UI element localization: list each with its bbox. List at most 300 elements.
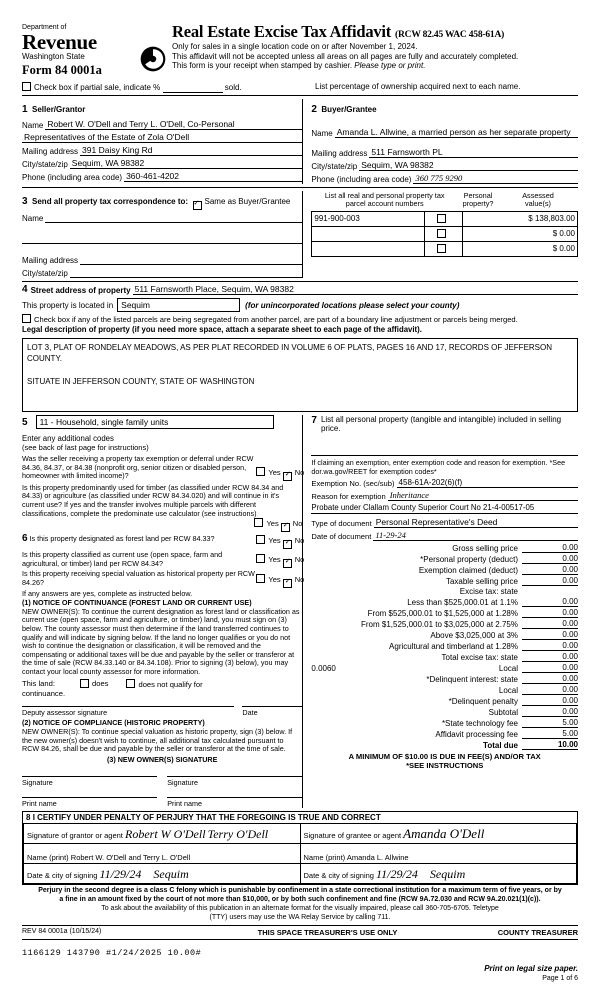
parcel-number-cell[interactable]: 991-900-003 xyxy=(312,211,424,226)
deputy-date-label[interactable]: Date xyxy=(242,706,302,717)
table-row xyxy=(312,241,578,256)
seller-block xyxy=(22,99,302,184)
grantor-date-value: 11/29/24 xyxy=(99,867,142,882)
grantor-sig-label: Signature of grantor or agent xyxy=(27,831,123,841)
assessed-col-header-2: value(s) xyxy=(525,199,551,209)
sec6-ifany-note: If any answers are yes, complete as instructed below. xyxy=(22,588,193,598)
affidavit-form xyxy=(22,22,578,982)
partial-sale-checkbox[interactable] xyxy=(22,82,31,91)
land-use-code-input[interactable]: 11 - Household, single family units xyxy=(36,415,274,429)
sec8-heading xyxy=(23,812,577,823)
sec5-q1-no-label: No xyxy=(294,467,305,477)
seller-city-value[interactable]: Sequim, WA 98382 xyxy=(70,158,303,169)
same-as-buyer-label: Same as Buyer/Grantee xyxy=(204,197,291,206)
parcel-number-cell[interactable] xyxy=(312,241,424,256)
tax-line-label: Excise tax: state xyxy=(459,587,518,597)
form-number: Form 84 0001a xyxy=(22,63,102,77)
table-row xyxy=(312,226,578,241)
title-block xyxy=(162,22,578,71)
grantor-date-cell[interactable] xyxy=(24,864,301,884)
tax-line-label: Total due xyxy=(483,741,518,751)
sec5-q1-row xyxy=(22,454,305,481)
tax-line-value[interactable]: 0.00 xyxy=(522,696,578,706)
tax-line-label: Taxable selling price xyxy=(445,577,518,587)
tax-line-value[interactable]: 0.00 xyxy=(522,608,578,618)
local-rate-value: 0.0060 xyxy=(311,664,336,674)
parcel-header-table xyxy=(311,191,578,210)
tax-line-value[interactable]: 0.00 xyxy=(522,597,578,607)
tax-line xyxy=(311,685,578,695)
compliance-heading: (2) NOTICE OF COMPLIANCE (HISTORIC PROPERTY) xyxy=(22,718,205,728)
seller-name-label: Name xyxy=(22,121,44,130)
tax-line xyxy=(311,674,578,684)
sec5-q2-row xyxy=(22,484,302,518)
partial-sale-left xyxy=(22,82,307,93)
grantee-date-cell[interactable] xyxy=(300,864,577,884)
grantee-print-value: Amanda L. Allwine xyxy=(346,853,409,863)
sec6-q3-answers xyxy=(256,574,305,588)
tax-line-label: *State technology fee xyxy=(441,719,518,729)
sec6-q1-text: Is this property designated as forest land per RCW 84.33? xyxy=(29,534,215,544)
minimum-note-1: A MINIMUM OF $10.00 IS DUE IN FEE(S) AND/OR TAX xyxy=(348,752,541,762)
tax-line-label: Local xyxy=(498,686,518,696)
newowner-print-label-1[interactable]: Print name xyxy=(22,797,157,808)
sec6-q1-no-checkbox[interactable] xyxy=(283,540,292,549)
rev-number: REV 84 0001a (10/15/24) xyxy=(22,928,102,936)
segregation-row xyxy=(22,314,578,324)
grantor-print-label: Name (print) xyxy=(27,853,69,863)
tax-line-value[interactable]: 0.00 xyxy=(522,663,578,673)
header-sub3a: This form is your receipt when stamped by cashier. xyxy=(172,61,355,71)
tax-line-label: Subtotal xyxy=(488,708,518,718)
buyer-phone-value[interactable]: 360 775 9290 xyxy=(413,173,578,184)
corr-blank-value[interactable] xyxy=(22,233,302,244)
compliance-text: NEW OWNER(S): To continue special valuation as historic property, sign (3) below. If the new owner(s) doesn't wish to continue, all additional tax calculated pursuant to RCW 84.26, shall be due and payable by the seller or transferor at the time of sale. xyxy=(22,727,293,754)
sec3-heading xyxy=(22,191,302,210)
does-qualify-checkbox[interactable] xyxy=(80,679,89,688)
seller-heading xyxy=(22,99,302,117)
corr-city-row xyxy=(22,267,302,278)
form-title xyxy=(172,22,578,42)
tax-line xyxy=(311,554,578,564)
segregation-checkbox[interactable] xyxy=(22,314,31,323)
personal-property-cell[interactable] xyxy=(424,211,462,226)
county-row xyxy=(22,298,578,312)
grantor-sig-value2: Terry O'Dell xyxy=(207,827,269,842)
assessed-value-cell[interactable]: $ 138,803.00 xyxy=(462,211,577,226)
county-select[interactable]: Sequim xyxy=(117,298,240,312)
sec5-number: 5 xyxy=(22,416,28,428)
grantor-print-value: Robert W. O'Dell and Terry L. O'Dell xyxy=(70,853,191,863)
tax-line xyxy=(311,707,578,717)
form-title-text: Real Estate Excise Tax Affidavit xyxy=(172,22,392,41)
tax-line xyxy=(311,565,578,575)
buyer-phone-row xyxy=(311,173,578,184)
doc-date-value[interactable]: 11-29-24 xyxy=(373,530,578,541)
table-row xyxy=(24,824,577,844)
buyer-title: Buyer/Grantee xyxy=(321,105,377,114)
sec5-q1-yes-label: Yes xyxy=(268,467,281,477)
reason-row xyxy=(311,490,578,501)
tax-line-value[interactable]: 0.00 xyxy=(522,576,578,586)
personal-col-header xyxy=(458,191,498,210)
tax-line-value[interactable]: 5.00 xyxy=(522,718,578,728)
tax-line-value[interactable]: 0.00 xyxy=(522,674,578,684)
section-7 xyxy=(302,415,578,808)
grantor-city-value: Sequim xyxy=(153,867,189,882)
sec3-number: 3 xyxy=(22,196,28,207)
tax-line-value[interactable]: 0.00 xyxy=(522,630,578,640)
sec8-number: 8 xyxy=(26,813,31,823)
tax-line-value[interactable]: 0.00 xyxy=(522,685,578,695)
treasurer-bar xyxy=(22,925,578,940)
seller-name-value2[interactable]: Representatives of the Estate of Zola O'Dell xyxy=(22,132,302,143)
sec6-q1-yes-label: Yes xyxy=(268,536,281,546)
seller-number: 1 xyxy=(22,104,28,115)
section-5-7 xyxy=(22,415,578,808)
parcel-col-header xyxy=(311,191,458,210)
section-6 xyxy=(22,533,305,587)
dept-line3: Washington State xyxy=(22,52,85,61)
personal-col-header-2: property? xyxy=(462,199,494,209)
buyer-heading xyxy=(311,99,578,117)
sec6-q3-no-label: No xyxy=(294,574,305,584)
corr-blank-row xyxy=(22,233,302,244)
parties-section xyxy=(22,99,578,184)
seller-title: Seller/Grantor xyxy=(32,105,86,114)
sec5-q2-answers xyxy=(22,518,302,532)
tax-line xyxy=(311,619,578,629)
seller-mailing-value[interactable]: 391 Daisy King Rd xyxy=(80,145,302,156)
doc-date-row xyxy=(311,530,578,541)
legal-text-2: SITUATE IN JEFFERSON COUNTY, STATE OF WASHINGTON xyxy=(27,377,255,386)
corr-city-value[interactable] xyxy=(70,267,303,278)
tax-line-label: *Delinquent penalty xyxy=(448,697,518,707)
header-sub3b: Please type or print. xyxy=(354,61,426,71)
newowner-print-row xyxy=(22,797,302,808)
corr-mailing-row xyxy=(22,254,302,265)
tax-line-value[interactable]: 0.00 xyxy=(522,543,578,553)
legal-text-1: LOT 3, PLAT OF RONDELAY MEADOWS, AS PER PLAT RECORDED IN VOLUME 6 OF PLATS, PAGES 16 AND 17, RECORDS OF JEFFERSON COUNTY. xyxy=(27,343,553,363)
dept-line1: Department of xyxy=(22,24,67,31)
street-address-row xyxy=(22,284,578,295)
footer-notes xyxy=(22,887,578,922)
newowner-sig-label-1[interactable]: Signature xyxy=(22,776,157,787)
tax-line-label: From $525,000.01 to $1,525,000 at 1.28% xyxy=(367,609,518,619)
ada-note-2: (TTY) users may use the WA Relay Service by calling 711. xyxy=(209,913,391,921)
thisland-row xyxy=(22,679,302,689)
sec8-heading-text: I CERTIFY UNDER PENALTY OF PERJURY THAT THE FOREGOING IS TRUE AND CORRECT xyxy=(32,813,381,823)
exemption-value[interactable]: 458-61A-202(6)(f) xyxy=(397,478,578,488)
partial-sale-label: Check box if partial sale, indicate % xyxy=(34,83,161,92)
minimum-note-2: *SEE INSTRUCTIONS xyxy=(406,761,484,771)
reason-label: Reason for exemption xyxy=(311,492,386,502)
corr-mailing-value[interactable] xyxy=(80,254,302,265)
segregation-label: Check box if any of the listed parcels are being segregated from another parcel, are part of a boundary line adjustment or parcels being merged. xyxy=(34,315,518,324)
sec6-q2-no-checkbox[interactable] xyxy=(283,559,292,568)
seller-name-value[interactable]: Robert W. O'Dell and Terry L. O'Dell, Co-Personal xyxy=(45,119,302,130)
dept-line2: Revenue xyxy=(22,30,97,54)
sec6-q3-yes-checkbox[interactable] xyxy=(256,574,265,583)
print-note: Print on legal size paper. xyxy=(484,964,578,974)
corr-city-label: City/state/zip xyxy=(22,269,68,278)
sec7-number: 7 xyxy=(311,415,317,426)
tax-line xyxy=(311,641,578,651)
buyer-mailing-value[interactable]: 511 Farnsworth PL xyxy=(369,147,578,158)
grantor-sig-value: Robert W O'Dell xyxy=(125,827,206,842)
table-row xyxy=(312,211,578,226)
personal-col-header-1: Personal xyxy=(463,191,493,200)
barcode-stamp: 1166129 143790 #1/24/2025 10.00# xyxy=(22,948,202,959)
buyer-block xyxy=(302,99,578,184)
continuance-text: NEW OWNER(S): To continue the current designation as forest land or classification as current use (open space, farm and agriculture, or timber) land, you must sign on (3) below. The county assessor must then determine if the land transferred continues to qualify and will indicate by signing below. If the land no longer qualifies or you do not wish to continue the designation or classification, it will be removed and the compensating or additional taxes will be due and payable by the seller or transferor at the time of sale (RCW 84.33.140 or 84.34.108). Prior to signing (3) below), you may contact your local county assessor for more information. xyxy=(22,606,300,676)
corr-name-row xyxy=(22,212,302,223)
section-5 xyxy=(22,415,305,809)
does-not-qualify-label: does not qualify for xyxy=(138,680,203,690)
sec6-q2-text: Is this property classified as current use (open space, farm and agricultural, or timber) land per RCW 84.34? xyxy=(22,550,223,568)
seller-mailing-label: Mailing address xyxy=(22,147,79,156)
dept-block xyxy=(22,22,162,78)
personal-property-cell[interactable] xyxy=(424,226,462,241)
seller-city-row xyxy=(22,158,302,169)
section-4 xyxy=(22,284,578,412)
grantor-date-label: Date & city of signing xyxy=(27,871,98,881)
corr-mailing-label: Mailing address xyxy=(22,256,79,265)
section-3 xyxy=(22,191,578,278)
sec5-q1-no-checkbox[interactable] xyxy=(283,472,292,481)
sec6-number: 6 xyxy=(22,533,28,545)
personal-property-checkbox[interactable] xyxy=(437,229,446,238)
sec5-q2-yes-label: Yes xyxy=(266,519,279,529)
header-sub1: Only for sales in a single location code on or after November 1, 2024. xyxy=(172,42,418,51)
additional-codes-label: Enter any additional codes xyxy=(22,434,114,443)
sec5-q2-no-checkbox[interactable] xyxy=(281,523,290,532)
does-qualify-label: does xyxy=(92,679,109,689)
grantee-signature-cell[interactable] xyxy=(300,824,577,844)
assessed-col-header-1: Assessed xyxy=(522,191,554,200)
county-label: This property is located in xyxy=(22,300,114,310)
newowner-sig-row xyxy=(22,776,302,787)
reason-value[interactable]: Inheritance xyxy=(388,490,578,501)
tax-line-label: Local xyxy=(498,664,518,674)
sec6-q1-answers xyxy=(256,535,305,549)
assessed-value-cell[interactable]: $ 0.00 xyxy=(462,241,577,256)
personal-property-checkbox[interactable] xyxy=(437,214,446,223)
tax-line-value[interactable]: 10.00 xyxy=(522,740,578,750)
tax-line-label: Affidavit processing fee xyxy=(435,730,518,740)
county-note: (for unincorporated locations please select your county) xyxy=(245,300,460,310)
parcel-table xyxy=(311,211,578,257)
seller-mailing-row xyxy=(22,145,302,156)
sec5-q1-answers xyxy=(256,467,305,481)
page-number: Page 1 of 6 xyxy=(542,975,578,983)
tax-line xyxy=(311,543,578,553)
sec6-q2-yes-checkbox[interactable] xyxy=(256,554,265,563)
new-owner-sig-heading: (3) NEW OWNER(S) SIGNATURE xyxy=(106,754,218,764)
tax-line-value[interactable]: 5.00 xyxy=(522,729,578,739)
legal-description-box[interactable] xyxy=(22,338,578,412)
parcel-number-cell[interactable] xyxy=(312,226,424,241)
grantee-date-label: Date & city of signing xyxy=(303,871,374,881)
grantee-print-cell[interactable] xyxy=(300,844,577,864)
tax-line-label: Gross selling price xyxy=(452,544,518,554)
same-as-buyer-checkbox[interactable] xyxy=(193,201,202,210)
tax-line xyxy=(311,630,578,640)
buyer-city-row xyxy=(311,160,578,171)
tax-line-value[interactable]: 0.00 xyxy=(522,641,578,651)
sec6-q3-yes-label: Yes xyxy=(268,574,281,584)
personal-property-checkbox[interactable] xyxy=(437,244,446,253)
tax-line xyxy=(311,729,578,739)
does-not-qualify-checkbox[interactable] xyxy=(126,679,135,688)
doc-type-row xyxy=(311,517,578,528)
tax-calculation-table xyxy=(311,543,578,750)
sec7-title: List all personal property (tangible and intangible) included in selling price. xyxy=(320,415,562,433)
tax-line-label: Agricultural and timberland at 1.28% xyxy=(389,642,518,652)
thisland-label: This land: xyxy=(22,679,55,689)
tax-line xyxy=(311,608,578,618)
tax-line xyxy=(311,652,578,662)
sec5-q2-text: Is this property predominantly used for timber (as classified under RCW 84.34 and 84.33) or agriculture (as classified under RCW 84.34.020) and will continue in it's current use? If yes and the transfer involves multiple parcels with different classifications, complete the predominate use calculator (see instructions) xyxy=(22,482,284,518)
ada-note-1: To ask about the availability of this publication in an alternate format for the visually impaired, please call 360-705-6705. Teletype xyxy=(101,905,499,913)
personal-property-cell[interactable] xyxy=(424,241,462,256)
seller-name-row2 xyxy=(22,132,302,143)
tax-line-value[interactable]: 0.00 xyxy=(522,652,578,662)
corr-name-label: Name xyxy=(22,214,44,223)
table-row xyxy=(24,864,577,884)
grantee-city-value: Sequim xyxy=(429,867,466,882)
doc-type-label: Type of document xyxy=(311,519,372,529)
tax-line xyxy=(311,587,578,596)
tax-line xyxy=(311,576,578,586)
newowner-print-label-2[interactable]: Print name xyxy=(167,797,302,808)
sec6-q2-answers xyxy=(256,554,305,568)
tax-line-value[interactable]: 0.00 xyxy=(522,565,578,575)
sec6-q3-no-checkbox[interactable] xyxy=(283,579,292,588)
corr-name-value[interactable] xyxy=(45,212,302,223)
seller-name-row xyxy=(22,119,302,130)
partial-sale-row xyxy=(22,82,578,93)
sec6-q1-yes-checkbox[interactable] xyxy=(256,535,265,544)
legal-desc-label: Legal description of property (if you need more space, attach a separate sheet to each page of the affidavit). xyxy=(22,325,422,334)
sec6-q2-yes-label: Yes xyxy=(268,555,281,565)
seller-phone-row xyxy=(22,171,302,182)
partial-sale-suffix: sold. xyxy=(224,83,242,92)
tax-line-label: *Delinquent interest: state xyxy=(426,675,518,685)
form-title-rcw: (RCW 82.45 WAC 458-61A) xyxy=(395,30,505,40)
treasurer-use-label: THIS SPACE TREASURER'S USE ONLY xyxy=(257,928,398,938)
newowner-sig-label-2[interactable]: Signature xyxy=(167,776,302,787)
form-header xyxy=(22,22,578,78)
street-address-value[interactable]: 511 Farnsworth Place, Sequim, WA 98382 xyxy=(133,284,578,295)
tax-line xyxy=(311,718,578,728)
grantee-date-value: 11/29/24 xyxy=(376,867,418,882)
tax-line-label: From $1,525,000.01 to $3,025,000 at 2.75% xyxy=(360,620,518,630)
partial-sale-percent-input[interactable] xyxy=(163,83,223,93)
tax-line-local xyxy=(311,663,578,673)
continuance-word: continuance. xyxy=(22,689,66,699)
correspondence-block xyxy=(22,191,302,278)
buyer-name-row xyxy=(311,127,578,138)
assessed-value-cell[interactable]: $ 0.00 xyxy=(462,226,577,241)
deputy-sig-label[interactable]: Deputy assessor signature xyxy=(22,706,234,717)
tax-line xyxy=(311,696,578,706)
tax-line-label: Above $3,025,000 at 3% xyxy=(430,631,518,641)
county-treasurer-label: COUNTY TREASURER xyxy=(497,928,578,938)
tax-line-value[interactable]: 0.00 xyxy=(522,554,578,564)
sec5-q1-yes-checkbox[interactable] xyxy=(256,467,265,476)
parcel-col-header-2: parcel account numbers xyxy=(345,199,424,209)
tax-line-label: Less than $525,000.01 at 1.1% xyxy=(407,598,518,608)
exemption-row xyxy=(311,478,578,488)
perjury-note-1: Perjury in the second degree is a class C felony which is punishable by confinement in a state correctional institution for a maximum term of five years, or by xyxy=(38,887,562,895)
see-back-note: (see back of last page for instructions) xyxy=(22,443,149,452)
header-sub2: This affidavit will not be accepted unless all areas on all pages are fully and accurately completed. xyxy=(172,51,519,61)
buyer-mailing-row xyxy=(311,147,578,158)
tax-line-label: Total excise tax: state xyxy=(441,653,518,663)
tax-line-total xyxy=(311,740,578,750)
grantee-sig-label: Signature of grantee or agent xyxy=(303,831,402,841)
personal-property-input[interactable] xyxy=(311,433,578,456)
seller-phone-value[interactable]: 360-461-4202 xyxy=(124,171,302,182)
buyer-name-label: Name xyxy=(311,129,333,138)
buyer-number: 2 xyxy=(311,104,317,115)
parcel-col-header-1: List all real and personal property tax xyxy=(324,191,445,200)
tax-line-value[interactable]: 0.00 xyxy=(522,619,578,629)
tax-line-value[interactable]: 0.00 xyxy=(522,707,578,717)
sec3-title: Send all property tax correspondence to: xyxy=(32,197,189,206)
deputy-row xyxy=(22,706,302,717)
buyer-city-label: City/state/zip xyxy=(311,162,358,171)
grantee-print-label: Name (print) xyxy=(303,853,346,863)
table-row xyxy=(24,844,577,864)
buyer-phone-label: Phone (including area code) xyxy=(311,175,412,184)
grantor-signature-cell[interactable] xyxy=(24,824,301,844)
use-code-row xyxy=(22,415,302,429)
sec5-q2-no-label: No xyxy=(292,519,303,529)
probate-note[interactable]: Probate under Clallam County Superior Court No 21-4-00517-05 xyxy=(311,503,578,514)
sec6-q3-text: Is this property receiving special valuation as historical property per RCW 84.26? xyxy=(22,569,255,587)
header-sub3 xyxy=(172,61,578,71)
sec7-heading-row xyxy=(311,415,578,433)
grantee-sig-value: Amanda O'Dell xyxy=(403,826,485,842)
buyer-mailing-label: Mailing address xyxy=(311,149,368,158)
doc-date-label: Date of document xyxy=(311,532,372,542)
doc-type-value[interactable]: Personal Representative's Deed xyxy=(374,517,578,528)
exemption-note: If claiming an exemption, enter exemption code and reason for exemption. *See dor.wa.gov/REET for exemption codes* xyxy=(311,458,566,476)
sec5-q2-yes-checkbox[interactable] xyxy=(254,518,263,527)
sec6-q1-no-label: No xyxy=(294,536,305,546)
sec4-number: 4 xyxy=(22,284,28,295)
exemption-label: Exemption No. (sec/sub) xyxy=(311,479,395,489)
street-address-label: Street address of property xyxy=(30,286,131,295)
buyer-name-value[interactable]: Amanda L. Allwine, a married person as her separate property xyxy=(335,127,578,138)
ownership-note: List percentage of ownership acquired next to each name. xyxy=(315,82,521,91)
grantor-print-cell[interactable] xyxy=(24,844,301,864)
tax-line-label: Exemption claimed (deduct) xyxy=(418,566,518,576)
continuance-heading: (1) NOTICE OF CONTINUANCE (FOREST LAND OR CURRENT USE) xyxy=(22,598,252,608)
buyer-city-value[interactable]: Sequim, WA 98382 xyxy=(359,160,578,171)
seller-phone-label: Phone (including area code) xyxy=(22,173,123,182)
assessed-col-header xyxy=(498,191,578,210)
sec5-q1-text: Was the seller receiving a property tax exemption or deferral under RCW 84.36, 84.37, or 84.38 (nonprofit org, senior citizen or disabled person, homeowner with limited income)? xyxy=(22,454,254,481)
revenue-logo-icon xyxy=(140,46,166,72)
sec6-q2-no-label: No xyxy=(294,555,305,565)
signature-table xyxy=(23,823,577,884)
perjury-note-2: a fine in an amount fixed by the court of not more than $10,000, or by both such confinement and fine (RCW 9A.72.030 and RCW 9A.20.021(1)(c)). xyxy=(59,895,541,903)
parcel-block xyxy=(302,191,578,278)
seller-city-label: City/state/zip xyxy=(22,160,68,169)
